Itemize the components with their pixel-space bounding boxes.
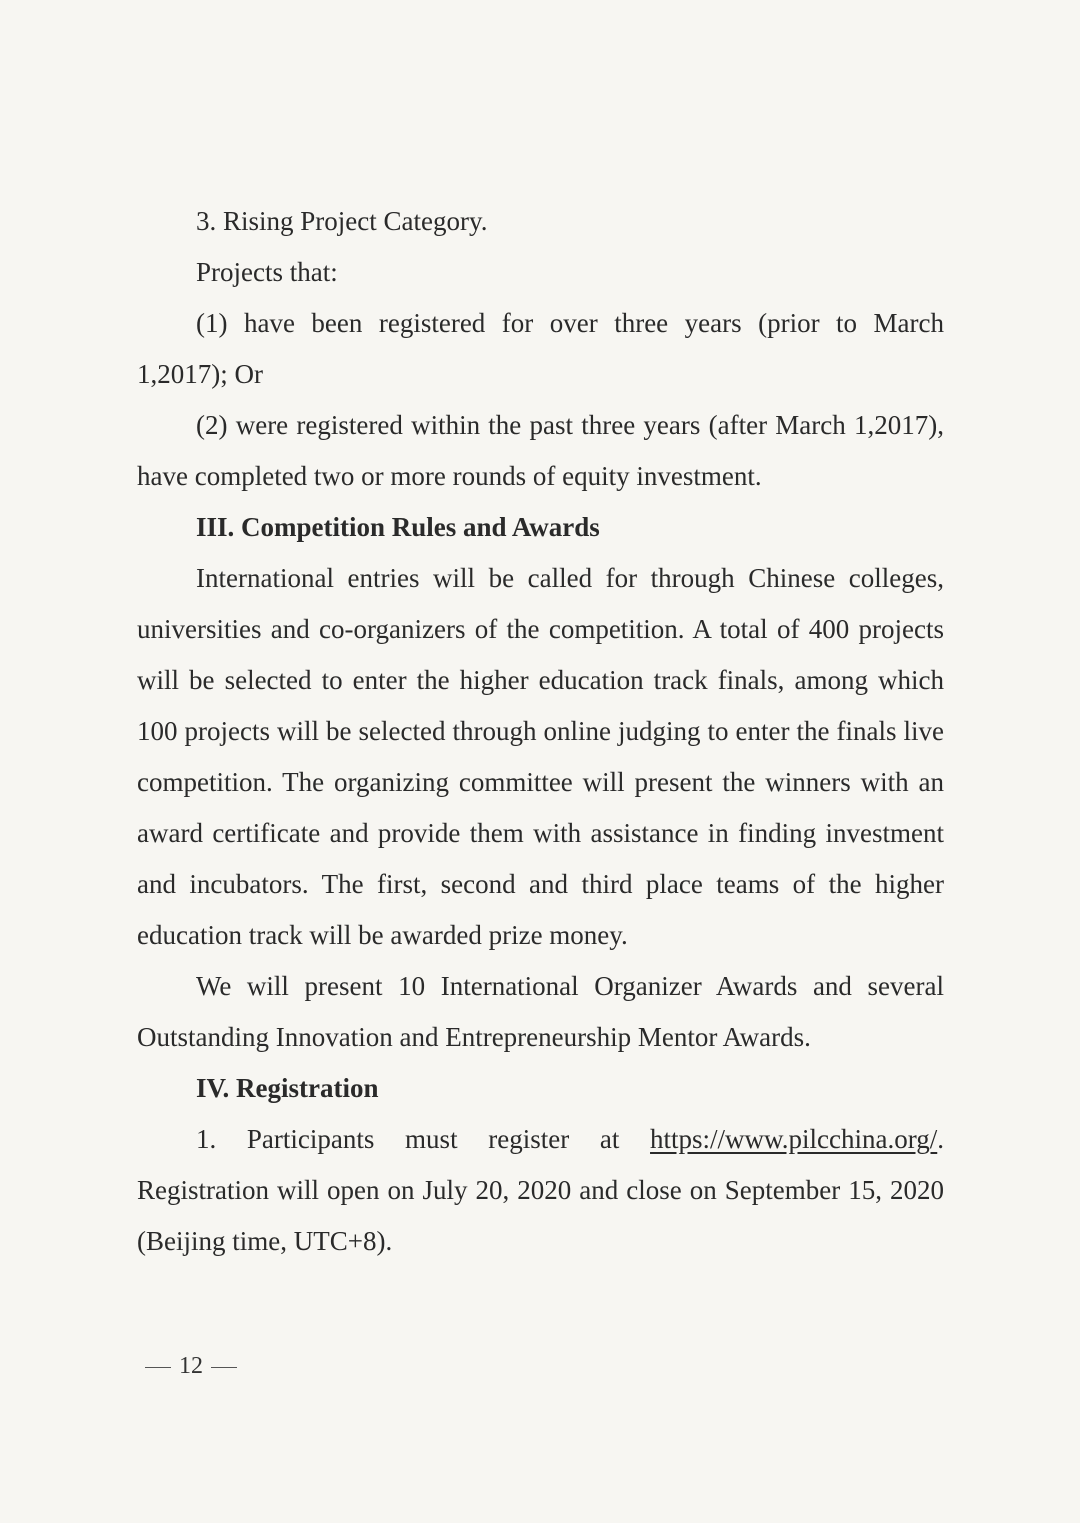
registration-lead: 1. Participants must register at	[196, 1124, 651, 1154]
projects-intro: Projects that:	[196, 257, 338, 287]
criteria-item-2: (2) were registered within the past three years (after March 1,2017), have completed two or more rounds of equity investment.	[137, 410, 944, 491]
registration-trail: . Registration will open on July 20, 2020 and close on September 15, 2020 (Beijing time, UTC+8).	[137, 1124, 944, 1256]
right-dash	[211, 1367, 237, 1368]
rules-paragraph-1: International entries will be called for through Chinese colleges, universities and co-organizers of the competition. A total of 400 projects will be selected to enter the higher education track finals, among which 100 projects will be selected through online judging to enter the finals live competition. The organizing committee will present the winners with an award certificate and provide them with assistance in finding investment and incubators. The first, second and third place teams of the higher education track will be awarded prize money.	[137, 563, 944, 950]
rules-heading: III. Competition Rules and Awards	[196, 512, 600, 542]
criteria-item-1: (1) have been registered for over three years (prior to March 1,2017); Or	[137, 308, 944, 389]
registration-paragraph	[137, 1114, 944, 1267]
rising-project-title: 3. Rising Project Category.	[196, 206, 488, 236]
registration-link[interactable]: https://www.pilcchina.org/	[650, 1124, 938, 1154]
left-dash	[145, 1367, 171, 1368]
rules-paragraph-2: We will present 10 International Organizer Awards and several Outstanding Innovation and Entrepreneurship Mentor Awards.	[137, 971, 944, 1052]
page-number-value: 12	[179, 1353, 203, 1379]
page-content	[137, 196, 944, 1267]
page-number	[137, 1346, 245, 1386]
registration-heading: IV. Registration	[196, 1073, 379, 1103]
